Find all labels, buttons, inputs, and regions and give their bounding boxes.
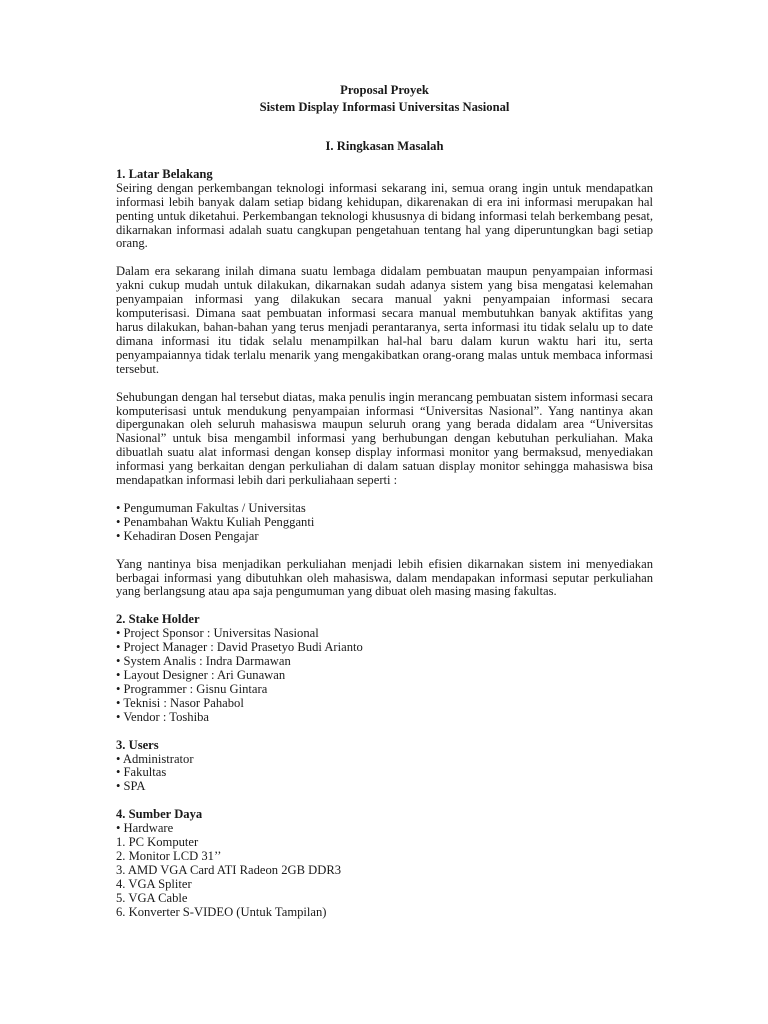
resource-list bbox=[116, 822, 653, 919]
document-body bbox=[116, 82, 653, 920]
heading-sumber-daya: 4. Sumber Daya bbox=[116, 807, 203, 822]
list-item: 2. Monitor LCD 31’’ bbox=[116, 848, 222, 863]
list-item: • Administrator bbox=[116, 751, 194, 766]
list-item: • Teknisi : Nasor Pahabol bbox=[116, 695, 244, 710]
list-item: • Fakultas bbox=[116, 765, 167, 780]
paragraph-2: Dalam era sekarang inilah dimana suatu lembaga didalam pembuatan maupun penyampaian informasi yakni cukup mudah untuk dilakukan, dikarnakan sudah adanya sistem yang bisa mengatasi kelemahan penyampaian informasi yang dilakukan secara manual yakni penyampaian informasi secara komputerisasi. Dimana saat pembuatan informasi secara manual membutuhkan banyak aktifitas yang harus dilakukan, bahan-bahan yang terus menjadi perantaranya, serta informasi itu tidak selalu up to date dimana informasi itu tidak selalu menampilkan hal-hal baru dalam kurun waktu hari itu, serta penyampaiannya tidak terlalu menarik yang mengakibatkan orang-orang malas untuk membaca informasi tersebut. bbox=[116, 264, 653, 376]
list-item: • Programmer : Gisnu Gintara bbox=[116, 681, 268, 696]
title-block bbox=[116, 82, 653, 116]
info-bullet-list bbox=[116, 502, 653, 544]
list-item: • Penambahan Waktu Kuliah Pengganti bbox=[116, 514, 315, 529]
list-item: 6. Konverter S-VIDEO (Untuk Tampilan) bbox=[116, 904, 327, 919]
heading-users: 3. Users bbox=[116, 737, 159, 752]
heading-stake-holder: 2. Stake Holder bbox=[116, 612, 200, 627]
list-item: • Kehadiran Dosen Pengajar bbox=[116, 528, 259, 543]
document-title: Proposal Proyek bbox=[340, 83, 429, 97]
stakeholder-list bbox=[116, 627, 653, 724]
list-item: 4. VGA Spliter bbox=[116, 876, 192, 891]
list-item: • Layout Designer : Ari Gunawan bbox=[116, 668, 286, 682]
list-item: • Pengumuman Fakultas / Universitas bbox=[116, 500, 306, 515]
heading-latar-belakang: 1. Latar Belakang bbox=[116, 166, 213, 181]
list-item: • Project Manager : David Prasetyo Budi Arianto bbox=[116, 640, 363, 655]
paragraph-1: Seiring dengan perkembangan teknologi informasi sekarang ini, semua orang ingin untuk mendapatkan informasi lebih banyak dalam setiap bidang kehidupan, dikarenakan di era ini informasi merupakan hal penting untuk diketahui. Perkembangan teknologi khususnya di bidang informasi telah berkembang pesat, dikarnakan informasi adalah suatu cangkupan pengetahuan tentang hal yang diperuntungkan bagi setiap orang. bbox=[116, 180, 653, 251]
list-item: • Hardware bbox=[116, 821, 174, 836]
list-item: • System Analis : Indra Darmawan bbox=[116, 654, 291, 669]
list-item: 1. PC Komputer bbox=[116, 835, 199, 850]
list-item: • SPA bbox=[116, 779, 146, 794]
document-subtitle: Sistem Display Informasi Universitas Nasional bbox=[259, 100, 510, 114]
list-item: 5. VGA Cable bbox=[116, 890, 188, 905]
paragraph-4: Yang nantinya bisa menjadikan perkuliahan menjadi lebih efisien dikarnakan sistem ini menyediakan berbagai informasi yang dibutuhkan oleh mahasiswa, dalam mendapakan informasi seputar perkuliahan yang berlangsung atau apa saja pengumuman yang dibuat oleh masing masing fakultas. bbox=[116, 556, 653, 599]
section-title: I. Ringkasan Masalah bbox=[325, 139, 444, 153]
list-item: • Vendor : Toshiba bbox=[116, 709, 209, 724]
list-item: 3. AMD VGA Card ATI Radeon 2GB DDR3 bbox=[116, 862, 342, 877]
users-list bbox=[116, 753, 653, 795]
paragraph-3: Sehubungan dengan hal tersebut diatas, maka penulis ingin merancang pembuatan sistem informasi secara komputerisasi untuk mendukung penyampaian informasi “Universitas Nasional”. Yang nantinya akan dipergunakan oleh seluruh mahasiswa maupun seluruh orang yang berada didalam area “Universitas Nasional” untuk bisa mengambil informasi yang berhubungan dengan kebutuhan perkuliahan. Maka dibuatlah suatu alat informasi dengan konsep display informasi monitor yang bermaksud, menyediakan informasi yang berkaitan dengan perkuliahan di dalam satuan display monitor sehingga mahasiswa bisa mendapatkan informasi lebih dari perkuliahaan seperti : bbox=[116, 389, 653, 488]
list-item: • Project Sponsor : Universitas Nasional bbox=[116, 626, 319, 641]
